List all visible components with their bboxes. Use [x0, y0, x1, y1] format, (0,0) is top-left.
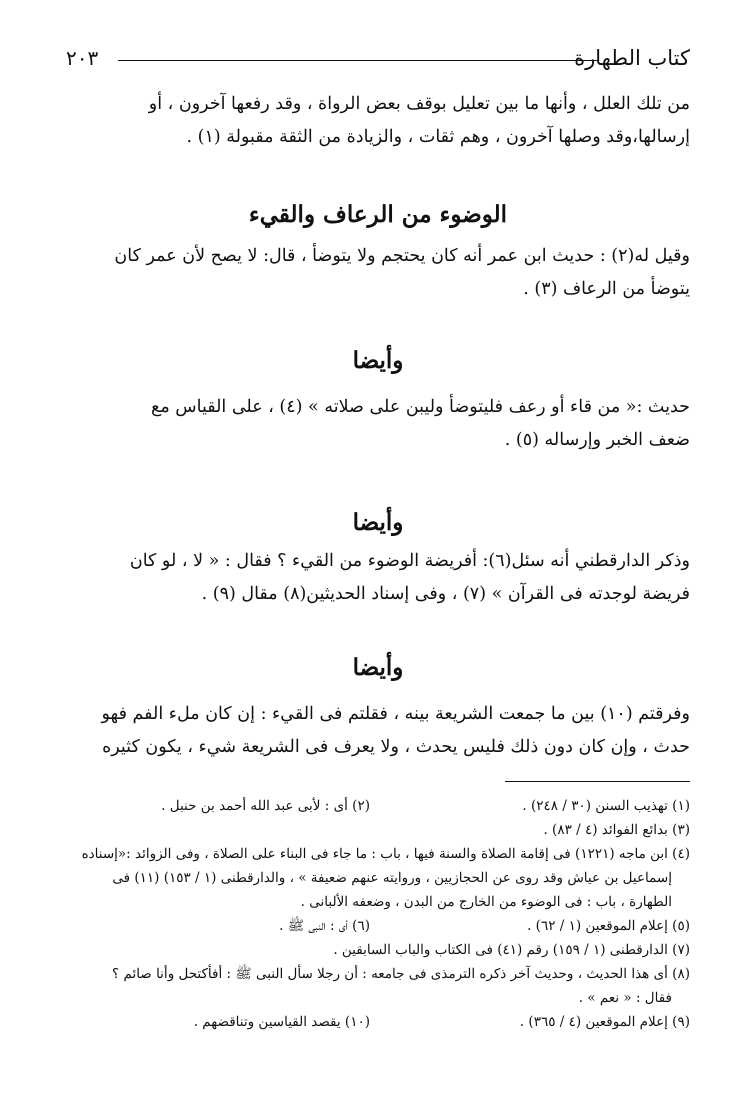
chapter-title: كتاب الطهارة	[574, 46, 690, 70]
footnote-6: (٦) أى : النبى ﷺ .	[279, 918, 370, 934]
footnote-7: (٧) الدارقطنى (١ / ١٥٩) رقم (٤١) فى الكتاب والباب السابقين .	[333, 942, 690, 958]
section-heading: وأيضا	[352, 654, 404, 681]
text-line: حدث ، وإن كان دون ذلك فليس يحدث ، ولا يعرف فى الشريعة شيء ، يكون كثيره	[102, 737, 690, 757]
running-header	[66, 44, 690, 74]
text-line: فريضة لوجدته فى القرآن » (٧) ، وفى إسناد الحديثين(٨) مقال (٩) .	[201, 584, 690, 604]
footnote-rule	[505, 781, 690, 782]
text-line: يتوضأ من الرعاف (٣) .	[523, 279, 690, 299]
footnote-1: (١) تهذيب السنن (٣٠ / ٢٤٨) .	[522, 798, 690, 814]
text-line: ضعف الخبر وإرساله (٥) .	[504, 430, 690, 450]
footnote-10: (١٠) يقصد القياسين وتناقضهم .	[193, 1014, 370, 1030]
footnote-2: (٢) أى : لأبى عبد الله أحمد بن حنبل .	[161, 798, 370, 814]
footnotes	[66, 794, 690, 1034]
text-line: إرسالها،وقد وصلها آخرون ، وهم ثقات ، والزيادة من الثقة مقبولة (١) .	[186, 127, 690, 147]
text-line: وفرقتم (١٠) بين ما جمعت الشريعة بينه ، فقلتم فى القيء : إن كان ملء الفم فهو	[101, 704, 690, 724]
footnote-row	[66, 794, 690, 818]
footnote-4-cont: إسماعيل بن عياش وقد روى عن الحجازيين ، وروايته عنهم ضعيفة » ، والدارقطنى (١ / ١٥٣) (١١) فى	[112, 870, 672, 886]
footnote-8-cont: فقال : « نعم » .	[578, 990, 672, 1006]
section-paragraph	[66, 391, 690, 457]
footnote-5: (٥) إعلام الموقعين (١ / ٦٢) .	[527, 918, 690, 934]
text-line: حديث :« من قاء أو رعف فليتوضأ وليبن على صلاته » (٤) ، على القياس مع	[151, 397, 690, 417]
header-rule	[118, 60, 598, 61]
footnote-3: (٣) بدائع الفوائد (٤ / ٨٣) .	[543, 822, 690, 838]
section-paragraph	[66, 240, 690, 306]
footnote-4: (٤) ابن ماجه (١٢٢١) فى إقامة الصلاة والسنة فيها ، باب : ما جاء فى البناء على الصلاة ، وفى الزوائد :«إسناده	[81, 846, 690, 862]
footnote-4-cont: الطهارة ، باب : فى الوضوء من الخارج من البدن ، وضعفه الألبانى .	[300, 894, 672, 910]
text-line: وقيل له(٢) : حديث ابن عمر أنه كان يحتجم ولا يتوضأ ، قال: لا يصح لأن عمر كان	[114, 246, 690, 266]
section-heading: الوضوء من الرعاف والقيء	[248, 201, 508, 228]
text-line: من تلك العلل ، وأنها ما بين تعليل بوقف بعض الرواة ، وقد رفعها آخرون ، أو	[148, 94, 690, 114]
section-paragraph	[66, 545, 690, 611]
footnote-8: (٨) أى هذا الحديث ، وحديث آخر ذكره الترمذى فى جامعه : أن رجلا سأل النبى ﷺ : أفأكتحل وأنا صائم ؟	[112, 966, 690, 982]
footnote-9: (٩) إعلام الموقعين (٤ / ٣٦٥) .	[519, 1014, 690, 1030]
section-heading: وأيضا	[352, 509, 404, 536]
intro-paragraph	[66, 88, 690, 154]
footnote-row	[66, 914, 690, 938]
footnote-row	[66, 1010, 690, 1034]
section-paragraph	[66, 698, 690, 764]
text-line: وذكر الدارقطني أنه سئل(٦): أفريضة الوضوء من القيء ؟ فقال : « لا ، لو كان	[129, 551, 690, 571]
page-number: ٢٠٣	[66, 46, 99, 70]
section-heading: وأيضا	[352, 347, 404, 374]
